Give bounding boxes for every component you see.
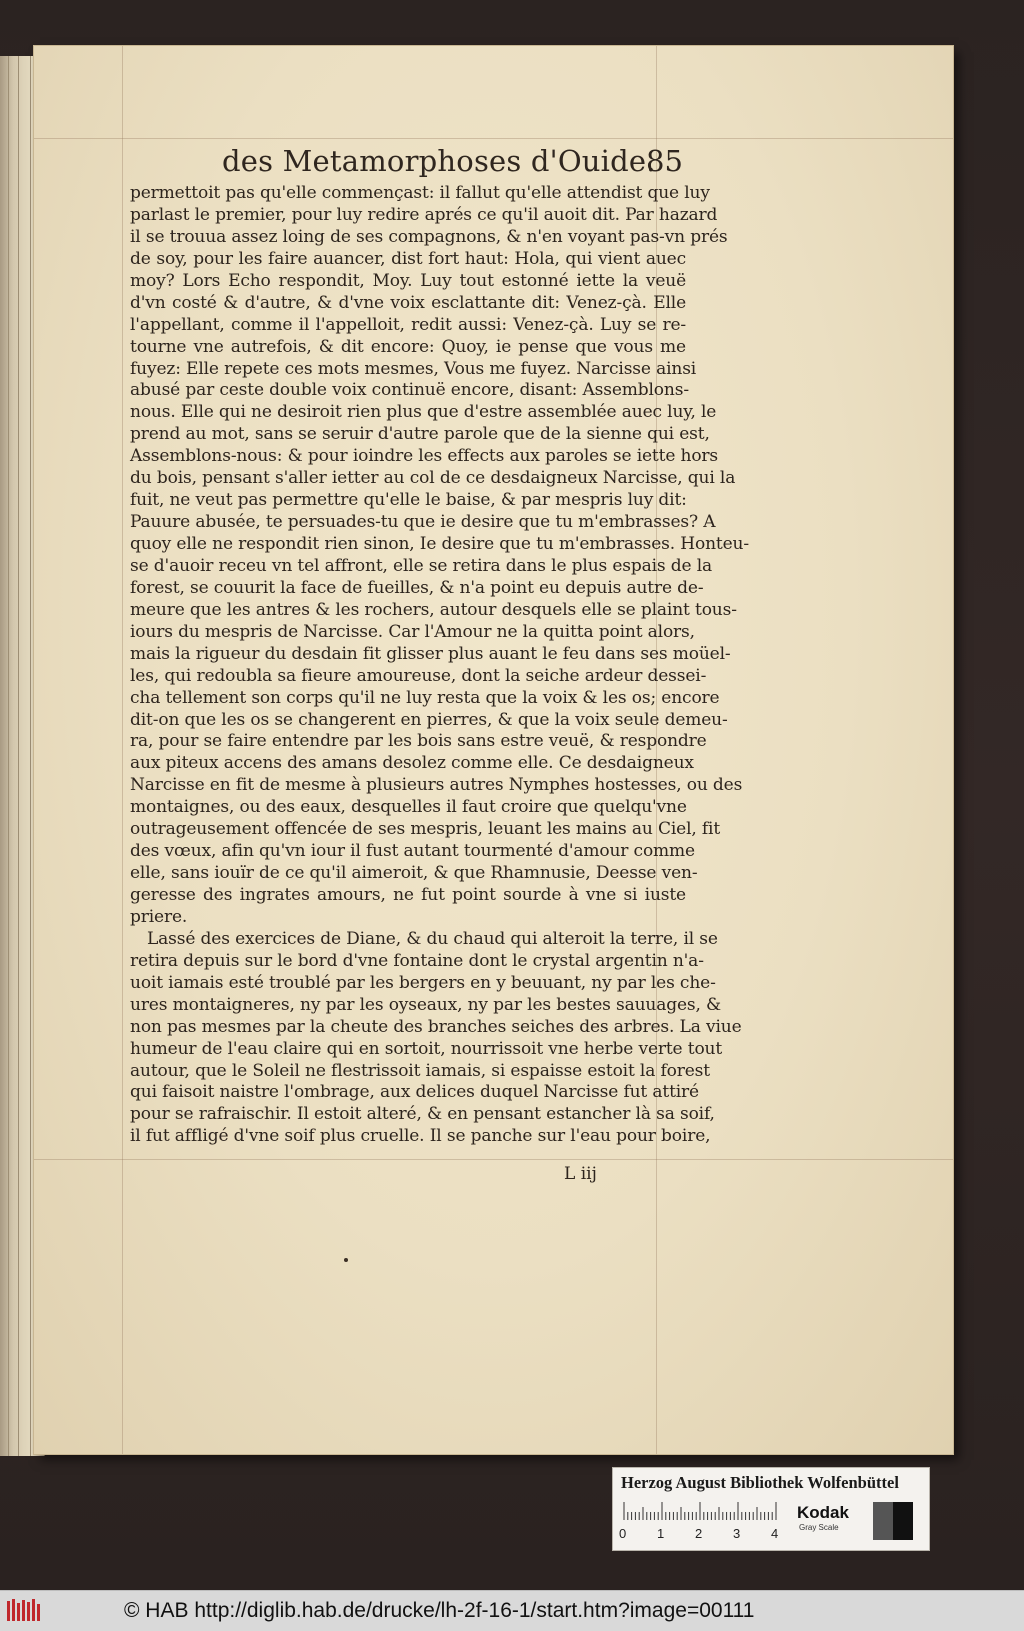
text-line: iours du mespris de Narcisse. Car l'Amour ne la quitta point alors,	[130, 621, 695, 642]
text-line: d'vn costé & d'autre, & d'vne voix esclattante dit: Venez-çà. Elle	[130, 292, 686, 313]
text-line: parlast le premier, pour luy redire aprés ce qu'il auoit dit. Par hazard	[130, 204, 718, 225]
text-line: du bois, pensant s'aller ietter au col de ce desdaigneux Narcisse, qui la	[130, 468, 736, 489]
hab-logo-icon	[6, 1597, 42, 1623]
text-line: fuyez: Elle repete ces mots mesmes, Vous me fuyez. Narcisse ainsi	[130, 358, 697, 379]
text-line: quoy elle ne respondit rien sinon, Ie desire que tu m'embrasses. Honteu-	[130, 534, 749, 554]
text-line: abusé par ceste double voix continuë encore, disant: Assemblons-	[130, 380, 689, 401]
scale-number: 2	[695, 1526, 703, 1541]
text-line: prend au mot, sans se seruir d'autre parole que de la sienne qui est,	[130, 424, 710, 445]
text-line: elle, sans iouïr de ce qu'il aimeroit, & que Rhamnusie, Deesse ven-	[130, 863, 698, 884]
ruled-line-top	[34, 138, 953, 139]
text-line: ra, pour se faire entendre par les bois sans estre veuë, & respondre	[130, 731, 707, 752]
institution-label: Herzog August Bibliothek Wolfenbüttel	[621, 1473, 899, 1492]
text-line: fuit, ne veut pas permettre qu'elle le baise, & par mespris luy dit:	[130, 490, 687, 511]
ruled-line-left	[122, 46, 123, 1454]
text-line: retira depuis sur le bord d'vne fontaine dont le crystal argentin n'a-	[130, 950, 704, 971]
text-line: tourne vne autrefois, & dit encore: Quoy, ie pense que vous me	[130, 336, 686, 357]
source-url-link[interactable]: http://diglib.hab.de/drucke/lh-2f-16-1/start.htm?image=00111	[194, 1599, 755, 1622]
text-line: des vœux, afin qu'vn iour il fust autant tourmenté d'amour comme	[130, 841, 695, 862]
text-line: aux piteux accens des amans desolez comme elle. Ce desdaigneux	[130, 753, 694, 774]
text-line: outrageusement offencée de ses mespris, leuant les mains au Ciel, fit	[130, 819, 721, 840]
footer-bar	[0, 1590, 1024, 1631]
kodak-logo-text: Kodak	[797, 1503, 849, 1522]
text-line: dit-on que les os se changerent en pierres, & que la voix seule demeu-	[130, 709, 728, 730]
text-line: non pas mesmes par la cheute des branches seiches des arbres. La viue	[130, 1016, 742, 1037]
text-line: pour se rafraischir. Il estoit alteré, & en pensant estancher là sa soif,	[130, 1104, 715, 1125]
text-line: forest, se couurit la face de fueilles, & n'a point eu depuis autre de-	[130, 577, 704, 598]
scale-number: 3	[733, 1526, 741, 1541]
text-line: Pauure abusée, te persuades-tu que ie desire que tu m'embrasses? A	[130, 512, 716, 533]
scale-number: 1	[657, 1526, 665, 1541]
scale-number: 4	[771, 1526, 779, 1541]
gray-scale-patch	[873, 1502, 913, 1540]
text-line: Lassé des exercices de Diane, & du chaud qui alteroit la terre, il se	[147, 928, 718, 949]
text-line: ures montaigneres, ny par les oyseaux, ny par les bestes sauuages, &	[130, 994, 722, 1015]
text-line: se d'auoir receu vn tel affront, elle se retira dans le plus espais de la	[130, 555, 713, 576]
running-head	[34, 144, 953, 188]
text-line: geresse des ingrates amours, ne fut point sourde à vne si iuste	[130, 885, 686, 905]
text-line: Assemblons-nous: & pour ioindre les effects aux paroles se iette hors	[130, 446, 719, 467]
text-line: qui faisoit naistre l'ombrage, aux delices duquel Narcisse fut attiré	[130, 1082, 699, 1103]
scale-ruler	[621, 1500, 781, 1520]
text-line: cha tellement son corps qu'il ne luy resta que la voix & les os; encore	[130, 687, 720, 708]
body-text	[130, 183, 749, 1148]
text-line: nous. Elle qui ne desiroit rien plus que d'estre assemblée auec luy, le	[130, 402, 717, 423]
text-line: de soy, pour les faire auancer, dist fort haut: Hola, qui vient auec	[130, 248, 686, 269]
text-line: uoit iamais esté troublé par les bergers en y beuuant, ny par les che-	[130, 972, 716, 993]
kodak-sub-label: Gray Scale	[799, 1523, 839, 1532]
ruled-line-bottom	[34, 1159, 953, 1160]
text-line: il se trouua assez loing de ses compagnons, & n'en voyant pas-vn prés	[130, 226, 728, 247]
copyright-text: © HAB	[124, 1599, 189, 1622]
text-line: moy? Lors Echo respondit, Moy. Luy tout estonné iette la veuë	[130, 270, 686, 291]
signature-mark: L iij	[564, 1164, 597, 1184]
text-line: les, qui redoubla sa fieure amoureuse, dont la seiche ardeur dessei-	[130, 665, 707, 686]
text-line: montaignes, ou des eaux, desquelles il faut croire que quelqu'vne	[130, 797, 687, 818]
text-line: autour, que le Soleil ne flestrissoit iamais, si espaisse estoit la forest	[130, 1060, 710, 1081]
text-line: priere.	[130, 906, 188, 927]
text-line: mais la rigueur du desdain fit glisser plus auant le feu dans ses moüel-	[130, 643, 731, 664]
ink-speck	[344, 1258, 348, 1262]
book-page	[34, 46, 953, 1454]
page-number: 85	[646, 144, 683, 178]
scale-numbers	[619, 1526, 789, 1542]
color-target	[612, 1467, 930, 1551]
scale-number: 0	[619, 1526, 627, 1541]
text-line: il fut affligé d'vne soif plus cruelle. Il se panche sur l'eau pour boire,	[130, 1126, 711, 1147]
footer-citation	[124, 1599, 754, 1623]
text-line: humeur de l'eau claire qui en sortoit, nourrissoit vne herbe verte tout	[130, 1038, 723, 1059]
text-line: permettoit pas qu'elle commençast: il fallut qu'elle attendist que luy	[130, 183, 710, 203]
text-line: l'appellant, comme il l'appelloit, redit aussi: Venez-çà. Luy se re-	[130, 314, 686, 335]
text-line: meure que les antres & les rochers, autour desquels elle se plaint tous-	[130, 599, 737, 620]
running-title: des Metamorphoses d'Ouide.	[222, 144, 656, 178]
text-line: Narcisse en fit de mesme à plusieurs autres Nymphes hostesses, ou des	[130, 775, 743, 796]
